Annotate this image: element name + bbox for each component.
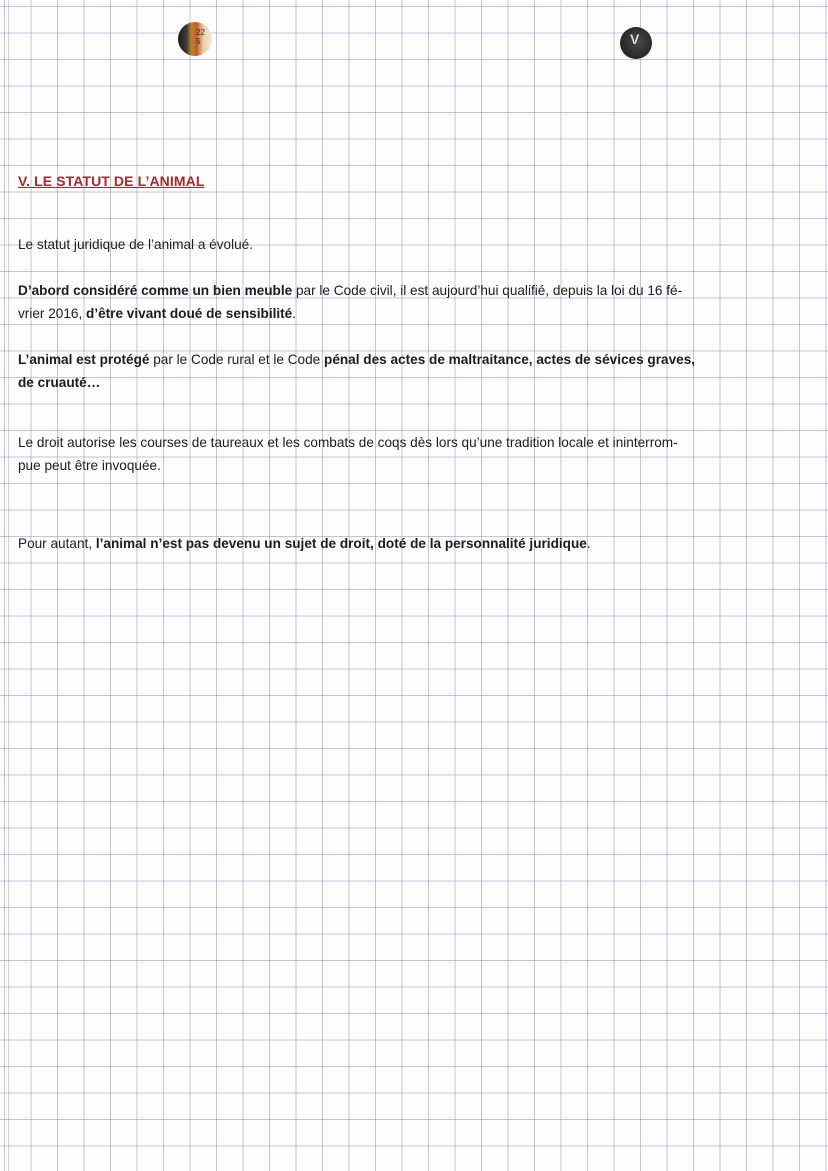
binder-hole-right-text: V	[630, 31, 640, 47]
paragraph-text: pue peut être invoquée.	[18, 458, 161, 473]
paragraph-text: Le droit autorise les courses de taureaux et les combats de coqs dès lors qu’une tradition locale et ininterrom-	[18, 435, 678, 450]
bold-text: l’animal n’est pas devenu un sujet de droit, doté de la personnalité juridique	[95, 536, 587, 551]
paragraph-text: .	[292, 306, 297, 321]
paragraph-text: par le Code rural et le Code	[149, 352, 325, 367]
bold-text: de cruauté…	[18, 375, 101, 390]
bold-text: d’être vivant doué de sensibilité	[86, 306, 293, 321]
binder-hole-left-text: 22 5	[196, 28, 205, 46]
binder-hole-left	[178, 22, 212, 56]
binder-hole-right	[620, 27, 652, 59]
section-title: V. LE STATUT DE L’ANIMAL	[18, 173, 205, 189]
paragraph-text: .	[586, 536, 591, 551]
paragraph-text: par le Code civil, il est aujourd’hui qualifié, depuis la loi du 16 fé-	[292, 283, 683, 298]
paragraph-legal-personality	[18, 532, 798, 555]
bold-text: pénal des actes de maltraitance, actes de sévices graves,	[324, 352, 696, 367]
margin-line	[8, 0, 9, 1171]
paragraph-protection	[18, 348, 798, 394]
paragraph-civil-code	[18, 279, 798, 325]
bold-text: D’abord considéré comme un bien meuble	[18, 283, 293, 298]
paragraph-legal-status	[18, 233, 798, 256]
paragraph-traditions	[18, 431, 798, 477]
paragraph-text: Le statut juridique de l’animal a évolué.	[18, 237, 254, 252]
bold-text: L’animal est protégé	[18, 352, 150, 367]
paragraph-text: vrier 2016,	[18, 306, 87, 321]
paragraph-text: Pour autant,	[18, 536, 96, 551]
